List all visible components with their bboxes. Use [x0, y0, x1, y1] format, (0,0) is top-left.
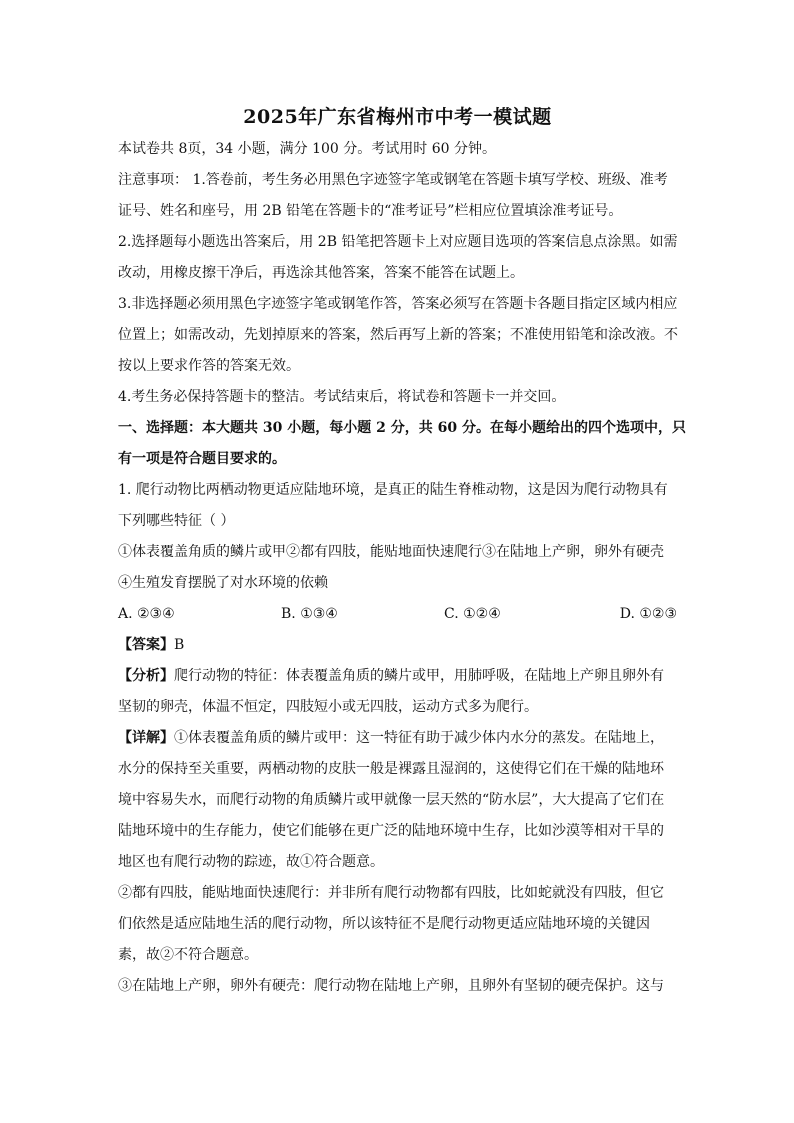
detail-line: ③在陆地上产卵，卵外有硬壳：爬行动物在陆地上产卵，且卵外有坚韧的硬壳保护。这与 — [118, 978, 664, 994]
analysis-line: 坚韧的卵壳，体温不恒定，四肢短小或无四肢，运动方式多为爬行。 — [118, 699, 538, 715]
notes-line: 改动，用橡皮擦干净后，再选涂其他答案，答案不能答在试题上。 — [118, 265, 524, 281]
intro-line: 本试卷共 8页，34 小题，满分 100 分。考试用时 60 分钟。 — [118, 141, 496, 157]
option-b: B. ①③④ — [281, 606, 338, 622]
question-stem: 下列哪些特征（ ） — [118, 513, 235, 529]
option-c: C. ①②④ — [444, 606, 501, 622]
detail-line: 素，故②不符合题意。 — [118, 947, 258, 963]
option-a: A. ②③④ — [118, 606, 175, 622]
analysis-text: 爬行动物的特征：体表覆盖角质的鳞片或甲，用肺呼吸，在陆地上产卵且卵外有 — [174, 668, 664, 684]
notes-line: 注意事项： 1.答卷前，考生务必用黑色字迹签字笔或钢笔在答题卡填写学校、班级、准考 — [118, 172, 668, 188]
detail-line: 陆地环境中的生存能力，使它们能够在更广泛的陆地环境中生存，比如沙漠等相对干旱的 — [118, 823, 664, 839]
option-d: D. ①②③ — [619, 606, 677, 622]
detail-line: 地区也有爬行动物的踪迹，故①符合题意。 — [118, 854, 384, 870]
detail-line: 水分的保持至关重要，两栖动物的皮肤一般是裸露且湿润的，这使得它们在干燥的陆地环 — [118, 761, 664, 777]
notes-line: 4.考生务必保持答题卡的整洁。考试结束后，将试卷和答题卡一并交回。 — [118, 389, 566, 405]
question-options — [118, 599, 677, 630]
answer-line — [118, 630, 677, 661]
question-stem: 1. 爬行动物比两栖动物更适应陆地环境，是真正的陆生脊椎动物，这是因为爬行动物具有 — [118, 482, 668, 498]
detail-line: 境中容易失水，而爬行动物的角质鳞片或甲就像一层天然的“防水层”，大大提高了它们在 — [118, 792, 665, 808]
notes-line: 位置上；如需改动，先划掉原来的答案，然后再写上新的答案；不准使用铅笔和涂改液。不 — [118, 327, 678, 343]
section-heading: 有一项是符合题目要求的。 — [118, 451, 286, 467]
question-statement: ①体表覆盖角质的鳞片或甲②都有四肢，能贴地面快速爬行③在陆地上产卵，卵外有硬壳 — [118, 544, 664, 560]
notes-line: 3.非选择题必须用黑色字迹签字笔或钢笔作答，答案必须写在答题卡各题目指定区域内相应 — [118, 296, 678, 312]
analysis-tag: 【分析】 — [118, 668, 174, 684]
section-heading: 一、选择题：本大题共 30 小题，每小题 2 分，共 60 分。在每小题给出的四个选项中，只 — [118, 420, 686, 436]
notes-line: 证号、姓名和座号，用 2B 铅笔在答题卡的“准考证号”栏相应位置填涂准考证号。 — [118, 203, 623, 219]
notes-line: 按以上要求作答的答案无效。 — [118, 358, 300, 374]
analysis-line — [118, 661, 677, 692]
detail-text: ①体表覆盖角质的鳞片或甲：这一特征有助于减少体内水分的蒸发。在陆地上， — [174, 730, 664, 746]
detail-tag: 【详解】 — [118, 730, 174, 746]
detail-line: 们依然是适应陆地生活的爬行动物，所以该特征不是爬行动物更适应陆地环境的关键因 — [118, 916, 650, 932]
detail-line — [118, 723, 677, 754]
detail-line: ②都有四肢，能贴地面快速爬行：并非所有爬行动物都有四肢，比如蛇就没有四肢，但它 — [118, 885, 664, 901]
question-statement: ④生殖发育摆脱了对水环境的依赖 — [118, 575, 328, 591]
document-title: 2025年广东省梅州市中考一模试题 — [243, 106, 552, 128]
notes-line: 2.选择题每小题选出答案后，用 2B 铅笔把答题卡上对应题目选项的答案信息点涂黑。如需 — [118, 234, 678, 250]
answer-value: B — [174, 637, 185, 653]
answer-tag: 【答案】 — [118, 637, 174, 653]
